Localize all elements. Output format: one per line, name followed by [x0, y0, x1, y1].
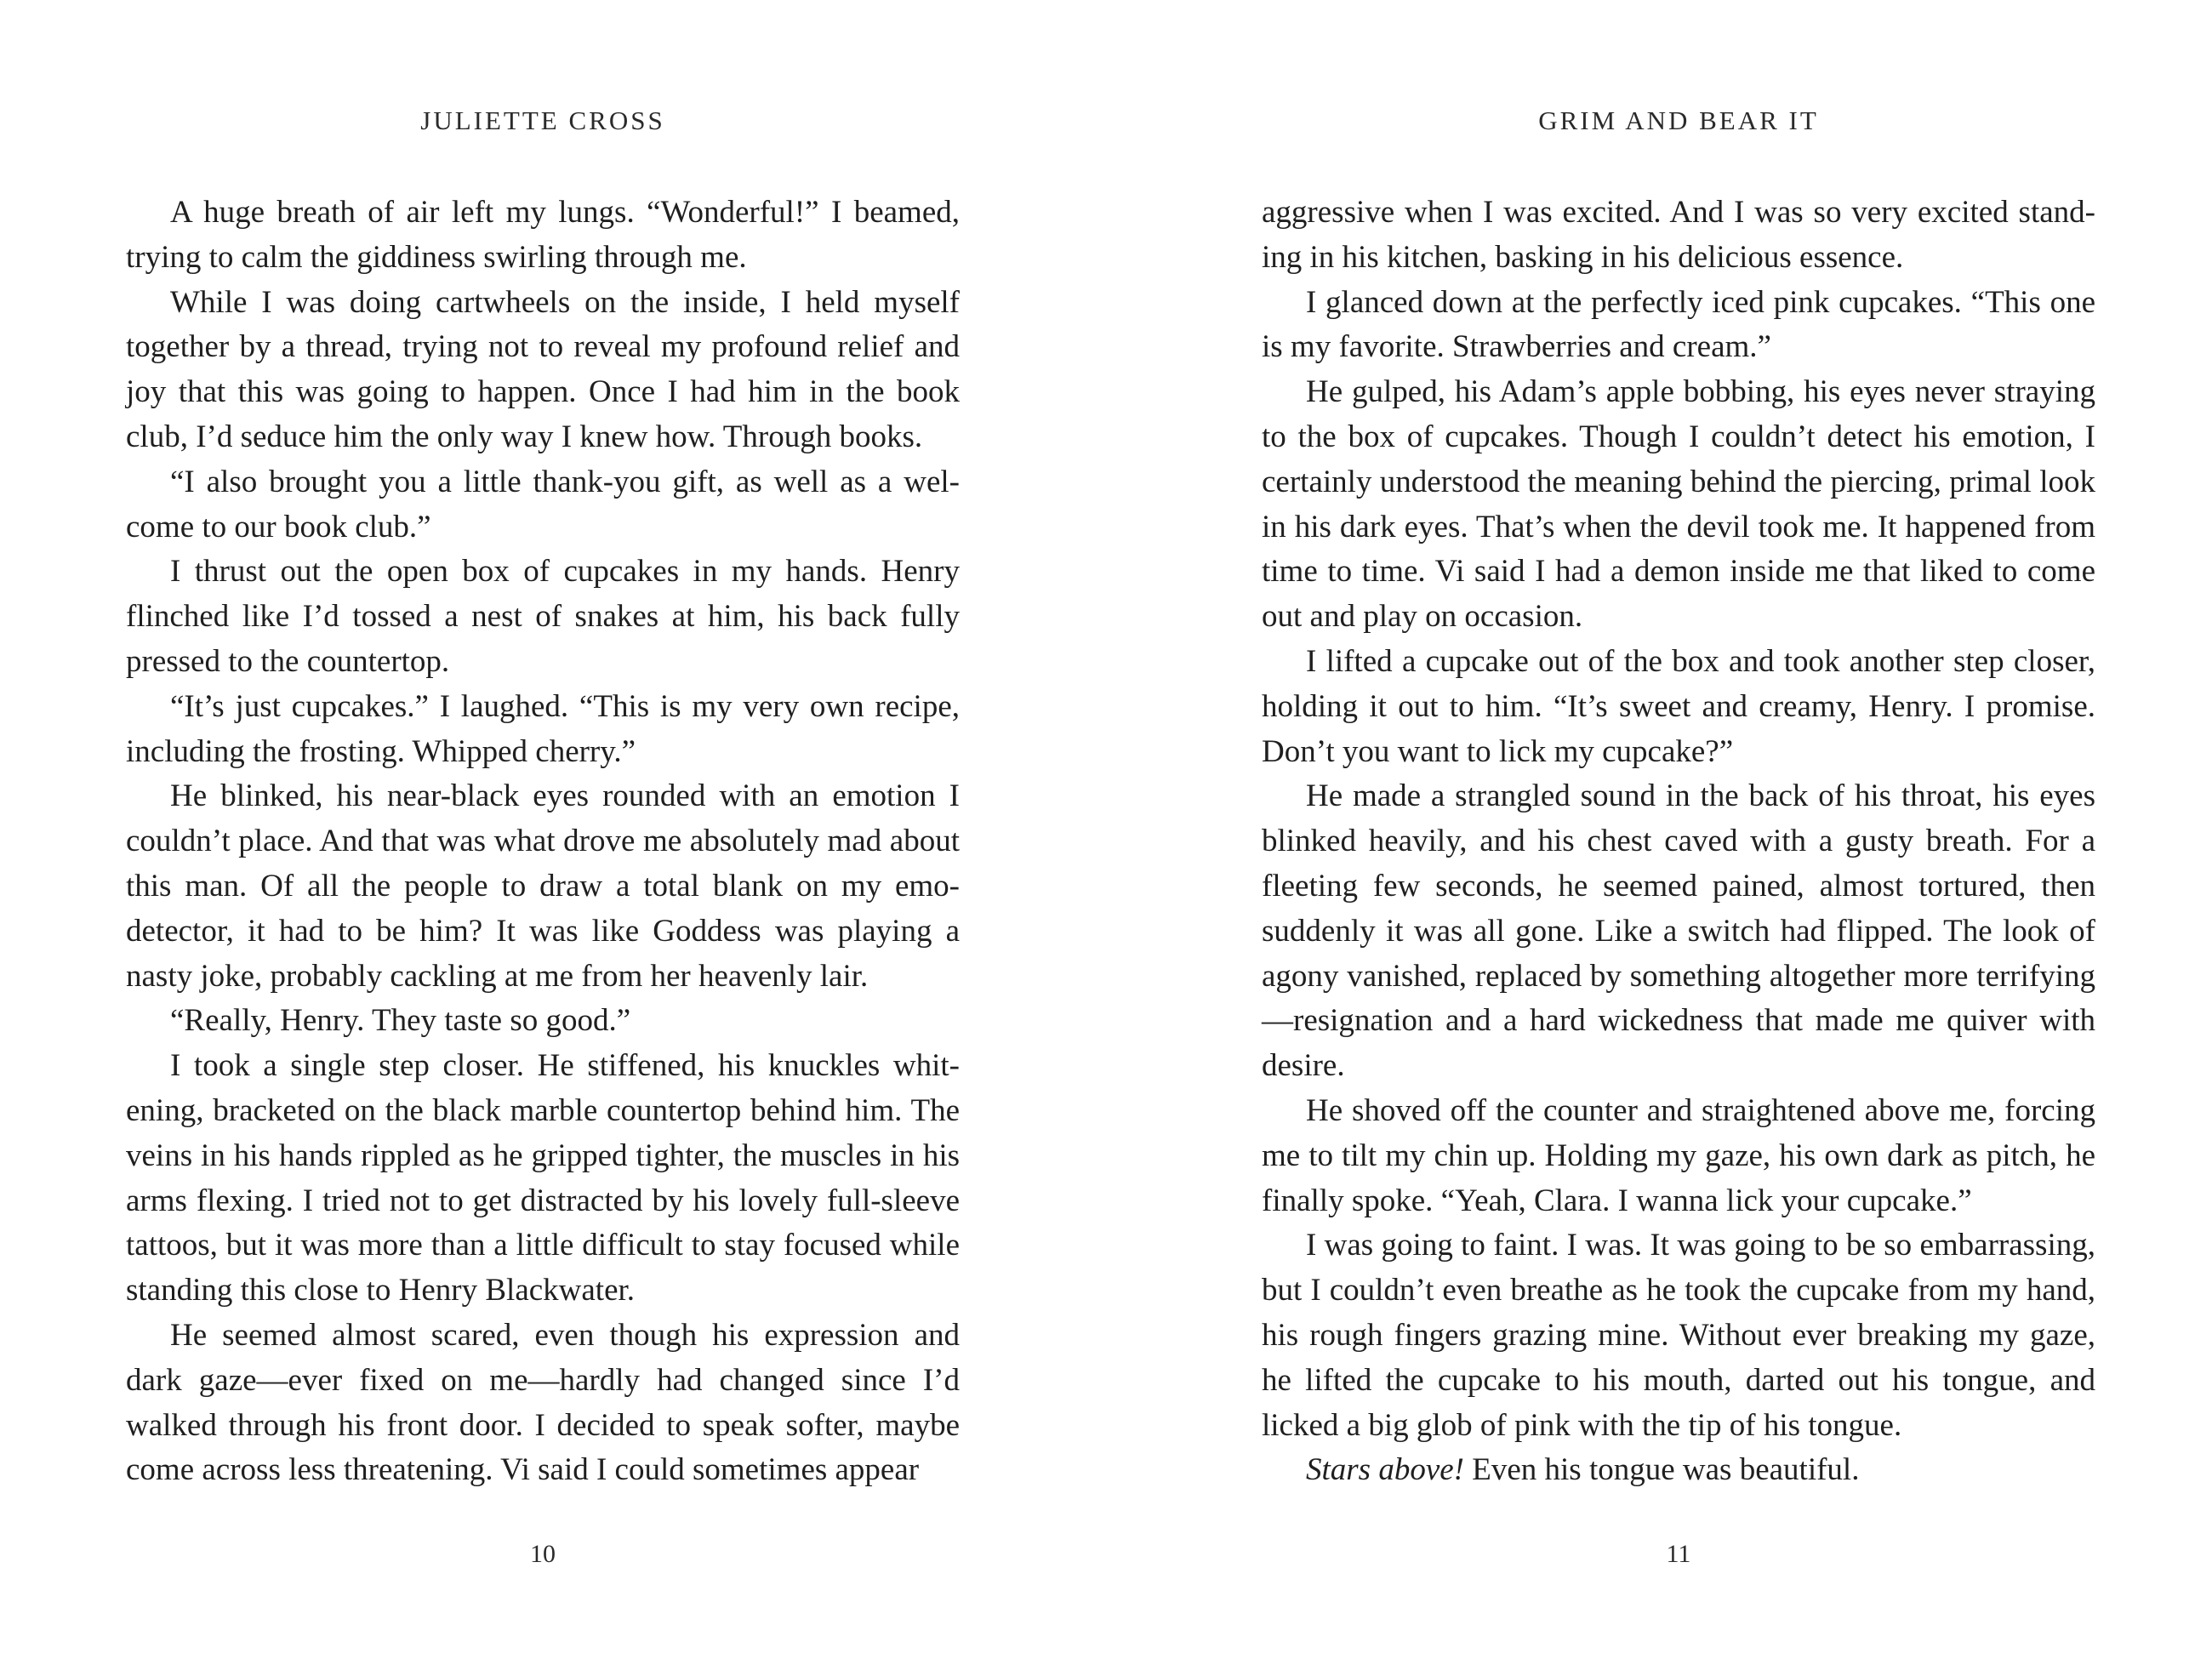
- paragraph: He shoved off the counter and straightened above me, forcing me to tilt my chin up. Holding my gaze, his own dark as pitch, he finally spoke. “Yeah, Clara. I wanna lick your cupcake.”: [1262, 1092, 2095, 1218]
- right-page-body: [1262, 191, 2095, 1493]
- paragraph: I took a single step closer. He stiffened, his knuckles whitening, bracketed on the black marble countertop behind him. The veins in his hands rippled as he gripped tighter, the muscles in his arms flexing. I tried not to get distracted by his lovely full-sleeve tattoos, but it was more than a little difficult to stay focused while standing this close to Henry Blackwater.: [126, 1048, 960, 1308]
- paragraph: He made a strangled sound in the back of his throat, his eyes blinked heavily, and his chest caved with a gusty breath. For a fleeting few seconds, he seemed pained, almost tortured, then suddenly it was all gone. Like a switch had flipped. The look of agony vanished, replaced by something altogether more terrifying—resignation and a hard wickedness that made me quiver with desire.: [1262, 778, 2095, 1084]
- paragraph: He blinked, his near-black eyes rounded with an emotion I couldn’t place. And that was what drove me absolutely mad about this man. Of all the people to draw a total blank on my emo-detector, it had to be him? It was like Goddess was playing a nasty joke, probably cackling at me from her heavenly lair.: [126, 778, 960, 994]
- paragraph: “It’s just cupcakes.” I laughed. “This is my very own recipe, including the frosting. Whipped cherry.”: [126, 688, 960, 769]
- italic-exclamation: Stars above!: [1306, 1452, 1464, 1488]
- left-page-body: [126, 191, 960, 1493]
- paragraph: While I was doing cartwheels on the inside, I held myself together by a thread, trying not to reveal my profound relief and joy that this was going to happen. Once I had him in the book club, I’d seduce him the only way I knew how. Through books.: [126, 284, 960, 454]
- paragraph: I glanced down at the perfectly iced pink cupcakes. “This one is my favorite. Strawberries and cream.”: [1262, 284, 2095, 365]
- paragraph-final-text: Even his tongue was beautiful.: [1464, 1452, 1860, 1488]
- paragraph: I lifted a cupcake out of the box and took another step closer, holding it out to him. “It’s sweet and creamy, Henry. I promise. Don’t you want to lick my cupcake?”: [1262, 643, 2095, 769]
- paragraph: “I also brought you a little thank-you gift, as well as a welcome to our book club.”: [126, 464, 960, 544]
- page-number: 11: [1666, 1540, 1691, 1568]
- paragraph: I thrust out the open box of cupcakes in my hands. Henry flinched like I’d tossed a nest of snakes at him, his back fully pressed to the countertop.: [126, 554, 960, 679]
- left-page: [126, 0, 960, 1659]
- page-number: 10: [530, 1540, 556, 1568]
- running-head-title: GRIM AND BEAR IT: [1538, 105, 1819, 135]
- paragraph: A huge breath of air left my lungs. “Wonderful!” I beamed, trying to calm the giddiness swirling through me.: [126, 195, 960, 275]
- running-head-author: JULIETTE CROSS: [420, 105, 665, 135]
- paragraph: He gulped, his Adam’s apple bobbing, his eyes never straying to the box of cupcakes. Though I couldn’t detect his emotion, I certainly understood the meaning behind the piercing, primal look in his dark eyes. That’s when the devil took me. It happened from time to time. Vi said I had a demon inside me that liked to come out and play on occasion.: [1262, 374, 2095, 635]
- paragraph-continued: aggressive when I was excited. And I was so very excited standing in his kitchen, basking in his delicious essence.: [1262, 195, 2095, 275]
- paragraph: He seemed almost scared, even though his expression and dark gaze—ever fixed on me—hardly had changed since I’d walked through his front door. I decided to speak softer, maybe come across less threatening. Vi said I could sometimes appear: [126, 1317, 960, 1488]
- paragraph: “Really, Henry. They taste so good.”: [170, 1003, 631, 1039]
- paragraph: I was going to faint. I was. It was going to be so embarrassing, but I couldn’t even breathe as he took the cupcake from my hand, his rough fingers grazing mine. Without ever breaking my gaze, he lifted the cupcake to his mouth, darted out his tongue, and licked a big glob of pink with the tip of his tongue.: [1262, 1228, 2095, 1443]
- paragraph-final: [1262, 1448, 2095, 1493]
- right-page: [1262, 0, 2095, 1659]
